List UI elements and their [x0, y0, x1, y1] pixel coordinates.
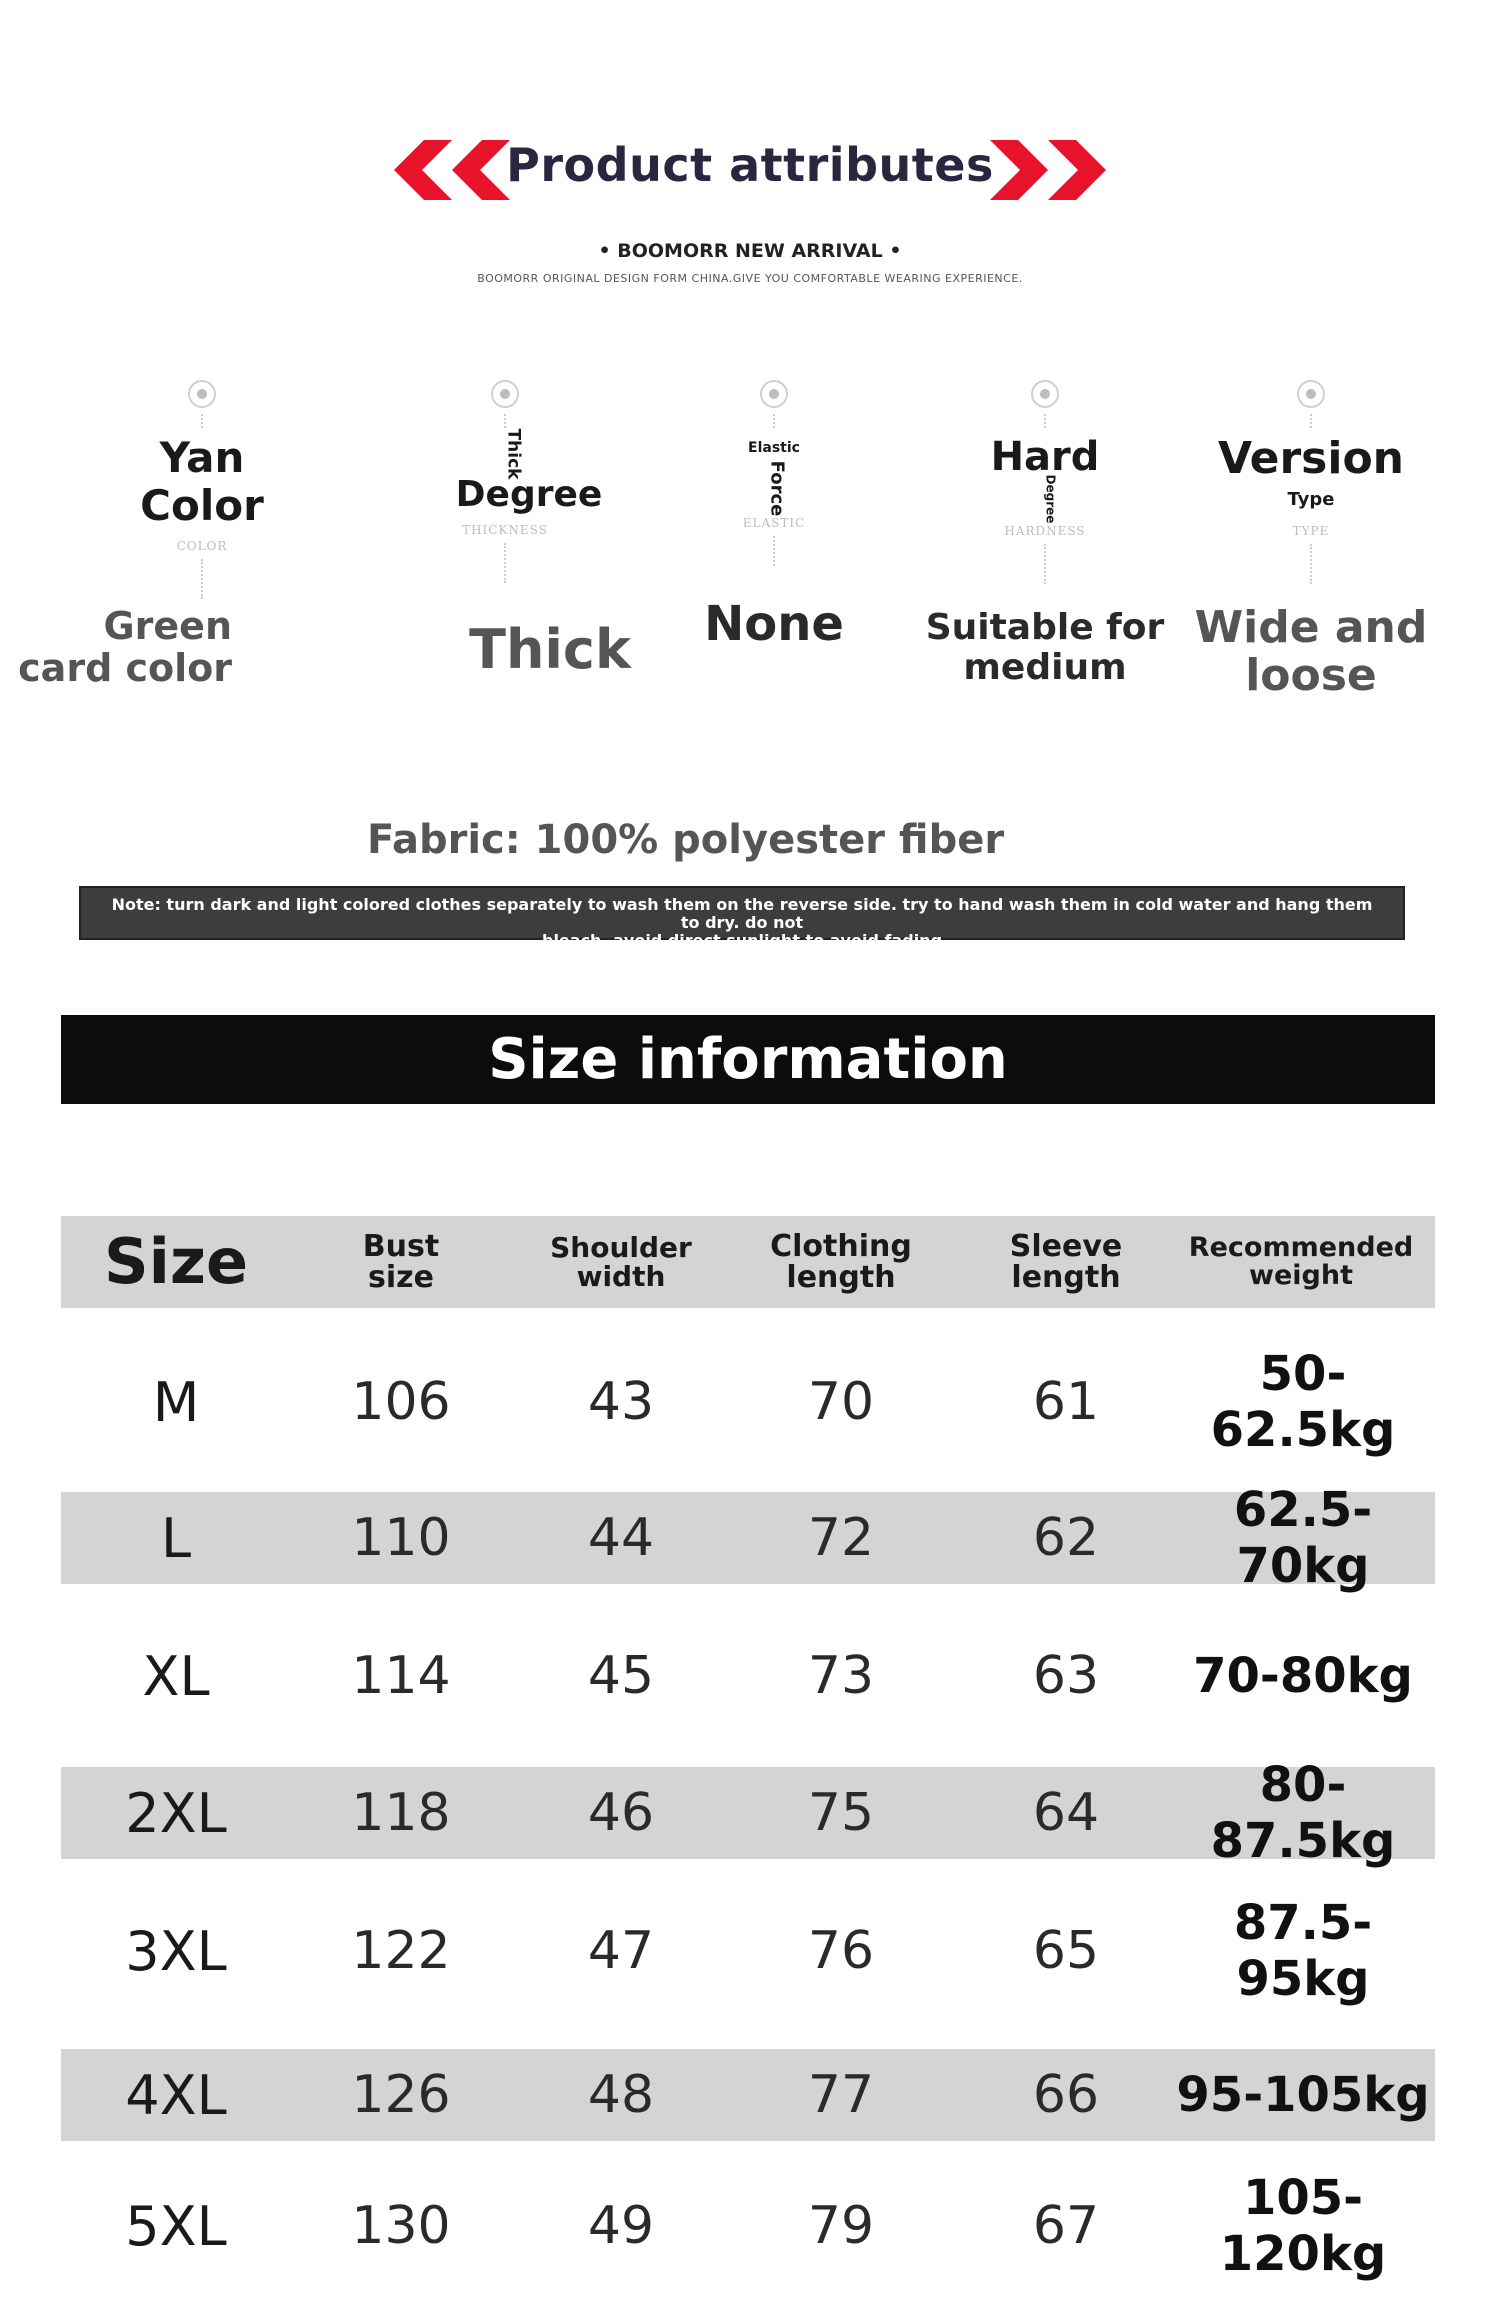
attribute-sub: COLOR [176, 538, 228, 553]
cell-clothing-length: 76 [807, 1921, 875, 1981]
cell-bust: 114 [351, 1646, 451, 1706]
cell-bust: 130 [351, 2196, 451, 2256]
table-row [61, 2049, 1435, 2141]
attribute-sub: TYPE [1292, 523, 1330, 538]
cell-bust: 122 [351, 1921, 451, 1981]
table-row [61, 2170, 1435, 2282]
table-row [61, 1346, 1435, 1458]
cell-size: L [160, 1506, 192, 1570]
cell-weight: 62.5-70kg [1233, 1482, 1373, 1594]
right-double-chevron-icon [988, 140, 1106, 200]
cell-weight: 105-120kg [1219, 2170, 1387, 2282]
cell-size: 4XL [125, 2063, 227, 2127]
cell-clothing-length: 79 [807, 2196, 875, 2256]
cell-bust: 110 [351, 1508, 451, 1568]
wash-care-note-line: bleach. avoid direct sunlight to avoid fading [541, 931, 943, 950]
attribute-label-small: Thick [503, 428, 524, 480]
attribute-thickness [370, 380, 640, 589]
attribute-value: None [704, 596, 844, 652]
cell-weight: 95-105kg [1176, 2067, 1430, 2123]
attribute-label-small: Type [1287, 488, 1335, 510]
cell-size: XL [142, 1644, 210, 1708]
column-header-shoulder: Shoulder width [550, 1230, 692, 1293]
attribute-sub: THICKNESS [462, 523, 548, 538]
table-row [61, 1895, 1435, 2007]
table-row [61, 1757, 1435, 1869]
attribute-value: Thick [469, 618, 631, 681]
bullet-dot-icon [188, 380, 216, 408]
cell-shoulder: 49 [587, 2196, 655, 2256]
cell-clothing-length: 72 [807, 1508, 875, 1568]
attribute-label-small: Elastic [748, 440, 800, 456]
cell-weight: 80-87.5kg [1210, 1757, 1396, 1869]
cell-sleeve-length: 66 [1032, 2065, 1100, 2125]
column-header-size: Size [103, 1225, 249, 1299]
attribute-label: Force [766, 460, 788, 517]
attribute-value: Wide and loose [1194, 602, 1428, 702]
cell-sleeve-length: 62 [1032, 1508, 1100, 1568]
bullet-dot-icon [1297, 380, 1325, 408]
cell-clothing-length: 73 [807, 1646, 875, 1706]
cell-weight: 70-80kg [1193, 1648, 1413, 1704]
attribute-value: Green card color [18, 604, 232, 690]
cell-size: M [152, 1370, 200, 1434]
cell-sleeve-length: 61 [1032, 1372, 1100, 1432]
cell-sleeve-length: 67 [1032, 2196, 1100, 2256]
size-section-title: Size information [61, 1015, 1435, 1104]
attribute-version [1176, 380, 1446, 590]
cell-size: 3XL [125, 1919, 227, 1983]
attribute-sub: ELASTIC [742, 516, 806, 530]
cell-sleeve-length: 63 [1032, 1646, 1100, 1706]
fabric-info: Fabric: 100% polyester fiber [367, 817, 1005, 863]
attribute-label: Color [140, 481, 264, 531]
attribute-label: Yan [159, 433, 245, 482]
cell-bust: 126 [351, 2065, 451, 2125]
cell-bust: 106 [351, 1372, 451, 1432]
attribute-label-small: Degree [1043, 474, 1058, 524]
column-header-weight: Recommended weight [1188, 1231, 1414, 1291]
cell-shoulder: 47 [587, 1921, 655, 1981]
bullet-dot-icon [760, 380, 788, 408]
attribute-sub: HARDNESS [1004, 524, 1086, 538]
cell-shoulder: 46 [587, 1783, 655, 1843]
attribute-label: Hard [990, 434, 1100, 480]
cell-sleeve-length: 64 [1032, 1783, 1100, 1843]
cell-sleeve-length: 65 [1032, 1921, 1100, 1981]
attribute-label: Version [1217, 433, 1404, 484]
cell-weight: 50-62.5kg [1210, 1346, 1396, 1458]
wash-care-note [79, 886, 1405, 950]
cell-size: 2XL [125, 1781, 227, 1845]
cell-shoulder: 45 [587, 1646, 655, 1706]
bullet-dot-icon [1031, 380, 1059, 408]
cell-shoulder: 48 [587, 2065, 655, 2125]
attribute-elasticity [639, 380, 909, 572]
column-header-sleeve-length: Sleeve length [1009, 1228, 1123, 1295]
cell-size: 5XL [125, 2194, 227, 2258]
cell-shoulder: 44 [587, 1508, 655, 1568]
cell-shoulder: 43 [587, 1372, 655, 1432]
cell-weight: 87.5-95kg [1233, 1895, 1373, 2007]
attribute-value: Suitable for medium [925, 607, 1165, 688]
column-header-clothing-length: Clothing length [770, 1228, 912, 1295]
bullet-dot-icon [491, 380, 519, 408]
attribute-color [67, 380, 337, 605]
column-header-bust: Bust size [362, 1228, 440, 1295]
brand-tagline: BOOMORR ORIGINAL DESIGN FORM CHINA.GIVE YOU COMFORTABLE WEARING EXPERIENCE. [477, 272, 1023, 285]
brand-subtitle: • BOOMORR NEW ARRIVAL • [598, 240, 902, 262]
cell-clothing-length: 70 [807, 1372, 875, 1432]
cell-clothing-length: 77 [807, 2065, 875, 2125]
table-row [61, 1630, 1435, 1722]
size-table-header [61, 1216, 1435, 1308]
wash-care-note-line: Note: turn dark and light colored clothes separately to wash them on the reverse side. try to hand wash them in cold water and hang them to dry. do not [111, 895, 1373, 932]
cell-clothing-length: 75 [807, 1783, 875, 1843]
cell-bust: 118 [351, 1783, 451, 1843]
attribute-hardness [910, 380, 1180, 590]
page-title: Product attributes [506, 138, 994, 192]
attribute-label: Degree [455, 474, 603, 515]
table-row [61, 1482, 1435, 1594]
